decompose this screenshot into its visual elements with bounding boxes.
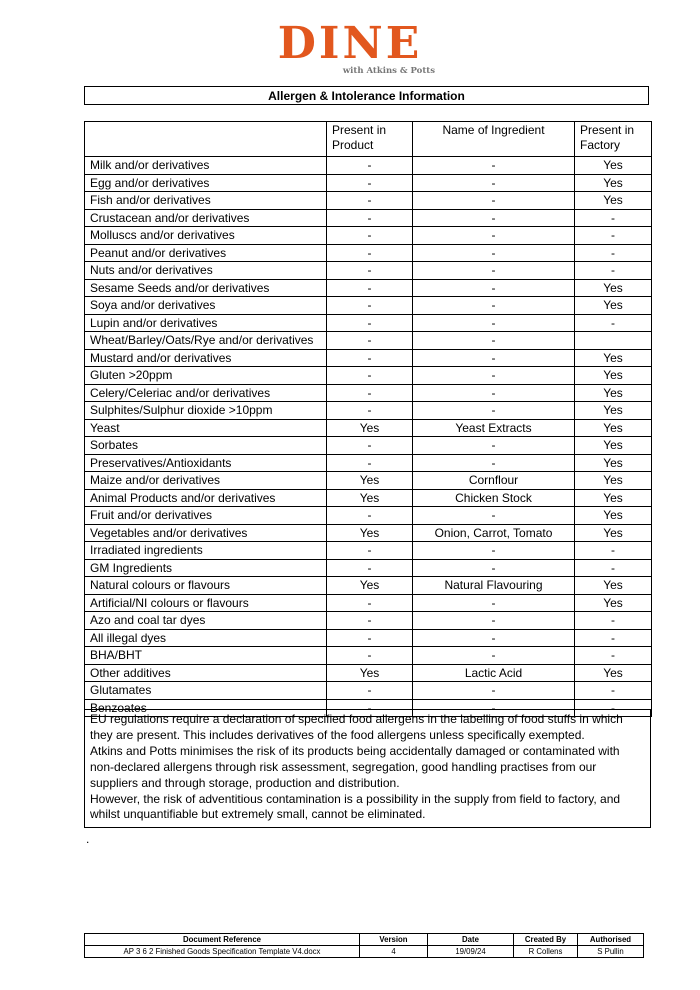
present-in-product-cell: - xyxy=(327,594,413,612)
stray-mark: . xyxy=(86,832,90,846)
allergen-name-cell: Sesame Seeds and/or derivatives xyxy=(85,279,327,297)
allergen-name-cell: Crustacean and/or derivatives xyxy=(85,209,327,227)
present-in-factory-cell: Yes xyxy=(575,664,652,682)
ingredient-name-cell: - xyxy=(413,279,575,297)
allergen-table xyxy=(84,121,652,717)
ingredient-name-cell: Natural Flavouring xyxy=(413,577,575,595)
present-in-product-cell: - xyxy=(327,542,413,560)
present-in-factory-cell: Yes xyxy=(575,419,652,437)
ingredient-name-cell: - xyxy=(413,227,575,245)
footer-header-row xyxy=(85,934,644,946)
present-in-product-cell: - xyxy=(327,297,413,315)
ingredient-name-cell: Chicken Stock xyxy=(413,489,575,507)
page-title: Allergen & Intolerance Information xyxy=(84,86,649,105)
table-row xyxy=(85,367,652,385)
present-in-product-cell: - xyxy=(327,367,413,385)
present-in-product-cell: - xyxy=(327,349,413,367)
allergen-name-cell: Sulphites/Sulphur dioxide >10ppm xyxy=(85,402,327,420)
allergen-name-cell: Molluscs and/or derivatives xyxy=(85,227,327,245)
ingredient-name-cell: - xyxy=(413,402,575,420)
table-row xyxy=(85,559,652,577)
present-in-factory-cell: Yes xyxy=(575,577,652,595)
present-in-product-cell: - xyxy=(327,157,413,175)
ingredient-name-cell: Onion, Carrot, Tomato xyxy=(413,524,575,542)
table-row xyxy=(85,629,652,647)
allergen-name-cell: Vegetables and/or derivatives xyxy=(85,524,327,542)
present-in-factory-cell: - xyxy=(575,559,652,577)
ingredient-name-cell: - xyxy=(413,454,575,472)
ingredient-name-cell: - xyxy=(413,209,575,227)
table-header-row xyxy=(85,122,652,157)
ingredient-name-cell: - xyxy=(413,157,575,175)
present-in-factory-cell: - xyxy=(575,262,652,280)
present-in-factory-cell: Yes xyxy=(575,349,652,367)
table-row xyxy=(85,664,652,682)
allergen-name-cell: Irradiated ingredients xyxy=(85,542,327,560)
table-row xyxy=(85,384,652,402)
allergen-name-cell: Celery/Celeriac and/or derivatives xyxy=(85,384,327,402)
present-in-factory-cell: Yes xyxy=(575,384,652,402)
header-present-in-product: Present in Product xyxy=(327,122,413,157)
present-in-product-cell: Yes xyxy=(327,577,413,595)
allergen-name-cell: Sorbates xyxy=(85,437,327,455)
ingredient-name-cell: - xyxy=(413,699,575,717)
footer-header-version: Version xyxy=(360,934,428,946)
present-in-factory-cell: - xyxy=(575,682,652,700)
present-in-factory-cell xyxy=(575,332,652,350)
footer-created-by: R Collens xyxy=(514,946,578,958)
brand-tagline: with Atkins & Potts xyxy=(342,66,435,76)
allergen-name-cell: Fruit and/or derivatives xyxy=(85,507,327,525)
ingredient-name-cell: Cornflour xyxy=(413,472,575,490)
table-row xyxy=(85,297,652,315)
table-row xyxy=(85,419,652,437)
present-in-factory-cell: - xyxy=(575,227,652,245)
table-row xyxy=(85,472,652,490)
ingredient-name-cell: - xyxy=(413,192,575,210)
brand-logo xyxy=(0,18,700,76)
present-in-product-cell: - xyxy=(327,384,413,402)
present-in-factory-cell: Yes xyxy=(575,192,652,210)
footer-date: 19/09/24 xyxy=(428,946,514,958)
allergen-name-cell: Lupin and/or derivatives xyxy=(85,314,327,332)
footer-header-reference: Document Reference xyxy=(85,934,360,946)
allergen-name-cell: GM Ingredients xyxy=(85,559,327,577)
present-in-factory-cell: Yes xyxy=(575,524,652,542)
allergen-name-cell: Preservatives/Antioxidants xyxy=(85,454,327,472)
present-in-factory-cell: - xyxy=(575,542,652,560)
present-in-product-cell: - xyxy=(327,227,413,245)
note-paragraph: EU regulations require a declaration of specified food allergens in the labelling of food stuffs in which they are present. This includes derivatives of the food allergens unless specifically exempted. xyxy=(90,712,623,742)
allergen-notes xyxy=(84,709,651,828)
allergen-name-cell: Natural colours or flavours xyxy=(85,577,327,595)
table-row xyxy=(85,174,652,192)
footer-document-reference: AP 3 6 2 Finished Goods Specification Template V4.docx xyxy=(85,946,360,958)
header-name-of-ingredient: Name of Ingredient xyxy=(413,122,575,157)
allergen-name-cell: Wheat/Barley/Oats/Rye and/or derivatives xyxy=(85,332,327,350)
ingredient-name-cell: - xyxy=(413,559,575,577)
allergen-name-cell: Mustard and/or derivatives xyxy=(85,349,327,367)
ingredient-name-cell: - xyxy=(413,682,575,700)
ingredient-name-cell: - xyxy=(413,594,575,612)
present-in-product-cell: - xyxy=(327,314,413,332)
ingredient-name-cell: - xyxy=(413,367,575,385)
present-in-product-cell: Yes xyxy=(327,472,413,490)
present-in-product-cell: - xyxy=(327,699,413,717)
allergen-name-cell: Glutamates xyxy=(85,682,327,700)
allergen-name-cell: Maize and/or derivatives xyxy=(85,472,327,490)
ingredient-name-cell: - xyxy=(413,507,575,525)
table-row xyxy=(85,647,652,665)
present-in-product-cell: - xyxy=(327,647,413,665)
present-in-product-cell: - xyxy=(327,174,413,192)
allergen-name-cell: Artificial/NI colours or flavours xyxy=(85,594,327,612)
present-in-factory-cell: - xyxy=(575,244,652,262)
table-row xyxy=(85,279,652,297)
allergen-name-cell: Egg and/or derivatives xyxy=(85,174,327,192)
present-in-product-cell: - xyxy=(327,629,413,647)
footer-version: 4 xyxy=(360,946,428,958)
ingredient-name-cell: - xyxy=(413,297,575,315)
present-in-factory-cell: Yes xyxy=(575,437,652,455)
allergen-name-cell: Milk and/or derivatives xyxy=(85,157,327,175)
present-in-product-cell: - xyxy=(327,244,413,262)
present-in-factory-cell: - xyxy=(575,209,652,227)
present-in-factory-cell: - xyxy=(575,612,652,630)
ingredient-name-cell: - xyxy=(413,332,575,350)
present-in-factory-cell: - xyxy=(575,629,652,647)
present-in-product-cell: - xyxy=(327,612,413,630)
present-in-product-cell: - xyxy=(327,332,413,350)
present-in-product-cell: - xyxy=(327,279,413,297)
present-in-product-cell: - xyxy=(327,437,413,455)
table-row xyxy=(85,577,652,595)
table-row xyxy=(85,192,652,210)
allergen-name-cell: Benzoates xyxy=(85,699,327,717)
present-in-product-cell: - xyxy=(327,454,413,472)
present-in-product-cell: - xyxy=(327,507,413,525)
footer-authorised: S Pullin xyxy=(578,946,644,958)
table-row xyxy=(85,244,652,262)
table-row xyxy=(85,402,652,420)
table-row xyxy=(85,227,652,245)
allergen-name-cell: BHA/BHT xyxy=(85,647,327,665)
allergen-name-cell: Peanut and/or derivatives xyxy=(85,244,327,262)
ingredient-name-cell: - xyxy=(413,437,575,455)
present-in-factory-cell: Yes xyxy=(575,472,652,490)
present-in-product-cell: Yes xyxy=(327,664,413,682)
present-in-factory-cell: Yes xyxy=(575,454,652,472)
table-row xyxy=(85,524,652,542)
document-footer-table xyxy=(84,933,644,958)
present-in-factory-cell: - xyxy=(575,699,652,717)
allergen-name-cell: Yeast xyxy=(85,419,327,437)
table-row xyxy=(85,437,652,455)
present-in-factory-cell: Yes xyxy=(575,367,652,385)
table-row xyxy=(85,262,652,280)
ingredient-name-cell: - xyxy=(413,384,575,402)
ingredient-name-cell: - xyxy=(413,174,575,192)
table-row xyxy=(85,314,652,332)
present-in-product-cell: - xyxy=(327,192,413,210)
note-paragraph: However, the risk of adventitious contamination is a possibility in the supply from field to factory, and whilst unquantifiable but extremely small, cannot be eliminated. xyxy=(90,791,621,822)
ingredient-name-cell: - xyxy=(413,612,575,630)
allergen-name-cell: Soya and/or derivatives xyxy=(85,297,327,315)
present-in-product-cell: Yes xyxy=(327,419,413,437)
present-in-factory-cell: - xyxy=(575,647,652,665)
present-in-factory-cell: Yes xyxy=(575,402,652,420)
footer-value-row xyxy=(85,946,644,958)
allergen-name-cell: All illegal dyes xyxy=(85,629,327,647)
footer-header-date: Date xyxy=(428,934,514,946)
ingredient-name-cell: - xyxy=(413,542,575,560)
table-row xyxy=(85,332,652,350)
table-row xyxy=(85,209,652,227)
ingredient-name-cell: Lactic Acid xyxy=(413,664,575,682)
allergen-name-cell: Nuts and/or derivatives xyxy=(85,262,327,280)
footer-header-authorised: Authorised xyxy=(578,934,644,946)
ingredient-name-cell: - xyxy=(413,349,575,367)
table-row xyxy=(85,489,652,507)
ingredient-name-cell: - xyxy=(413,314,575,332)
allergen-name-cell: Azo and coal tar dyes xyxy=(85,612,327,630)
present-in-factory-cell: Yes xyxy=(575,594,652,612)
allergen-name-cell: Fish and/or derivatives xyxy=(85,192,327,210)
table-row xyxy=(85,157,652,175)
brand-name: DINE xyxy=(277,18,423,69)
table-row xyxy=(85,612,652,630)
allergen-name-cell: Other additives xyxy=(85,664,327,682)
present-in-factory-cell: Yes xyxy=(575,157,652,175)
table-row xyxy=(85,594,652,612)
ingredient-name-cell: - xyxy=(413,629,575,647)
present-in-factory-cell: Yes xyxy=(575,279,652,297)
allergen-table-body xyxy=(85,157,652,717)
footer-header-created-by: Created By xyxy=(514,934,578,946)
present-in-product-cell: - xyxy=(327,402,413,420)
ingredient-name-cell: Yeast Extracts xyxy=(413,419,575,437)
ingredient-name-cell: - xyxy=(413,244,575,262)
present-in-factory-cell: Yes xyxy=(575,174,652,192)
present-in-product-cell: - xyxy=(327,559,413,577)
allergen-name-cell: Animal Products and/or derivatives xyxy=(85,489,327,507)
ingredient-name-cell: - xyxy=(413,647,575,665)
table-row xyxy=(85,682,652,700)
allergen-name-cell: Gluten >20ppm xyxy=(85,367,327,385)
note-paragraph: Atkins and Potts minimises the risk of its products being accidentally damaged or contaminated with non-declared allergens through risk assessment, segregation, good handling practises from our suppliers and through storage, production and distribution. xyxy=(90,743,620,790)
table-row xyxy=(85,349,652,367)
present-in-product-cell: Yes xyxy=(327,489,413,507)
present-in-factory-cell: Yes xyxy=(575,489,652,507)
present-in-product-cell: - xyxy=(327,209,413,227)
present-in-factory-cell: Yes xyxy=(575,297,652,315)
header-present-in-factory: Present in Factory xyxy=(575,122,652,157)
present-in-product-cell: Yes xyxy=(327,524,413,542)
present-in-factory-cell: - xyxy=(575,314,652,332)
ingredient-name-cell: - xyxy=(413,262,575,280)
present-in-factory-cell: Yes xyxy=(575,507,652,525)
header-allergen xyxy=(85,122,327,157)
table-row xyxy=(85,542,652,560)
table-row xyxy=(85,507,652,525)
table-row xyxy=(85,454,652,472)
present-in-product-cell: - xyxy=(327,682,413,700)
present-in-product-cell: - xyxy=(327,262,413,280)
